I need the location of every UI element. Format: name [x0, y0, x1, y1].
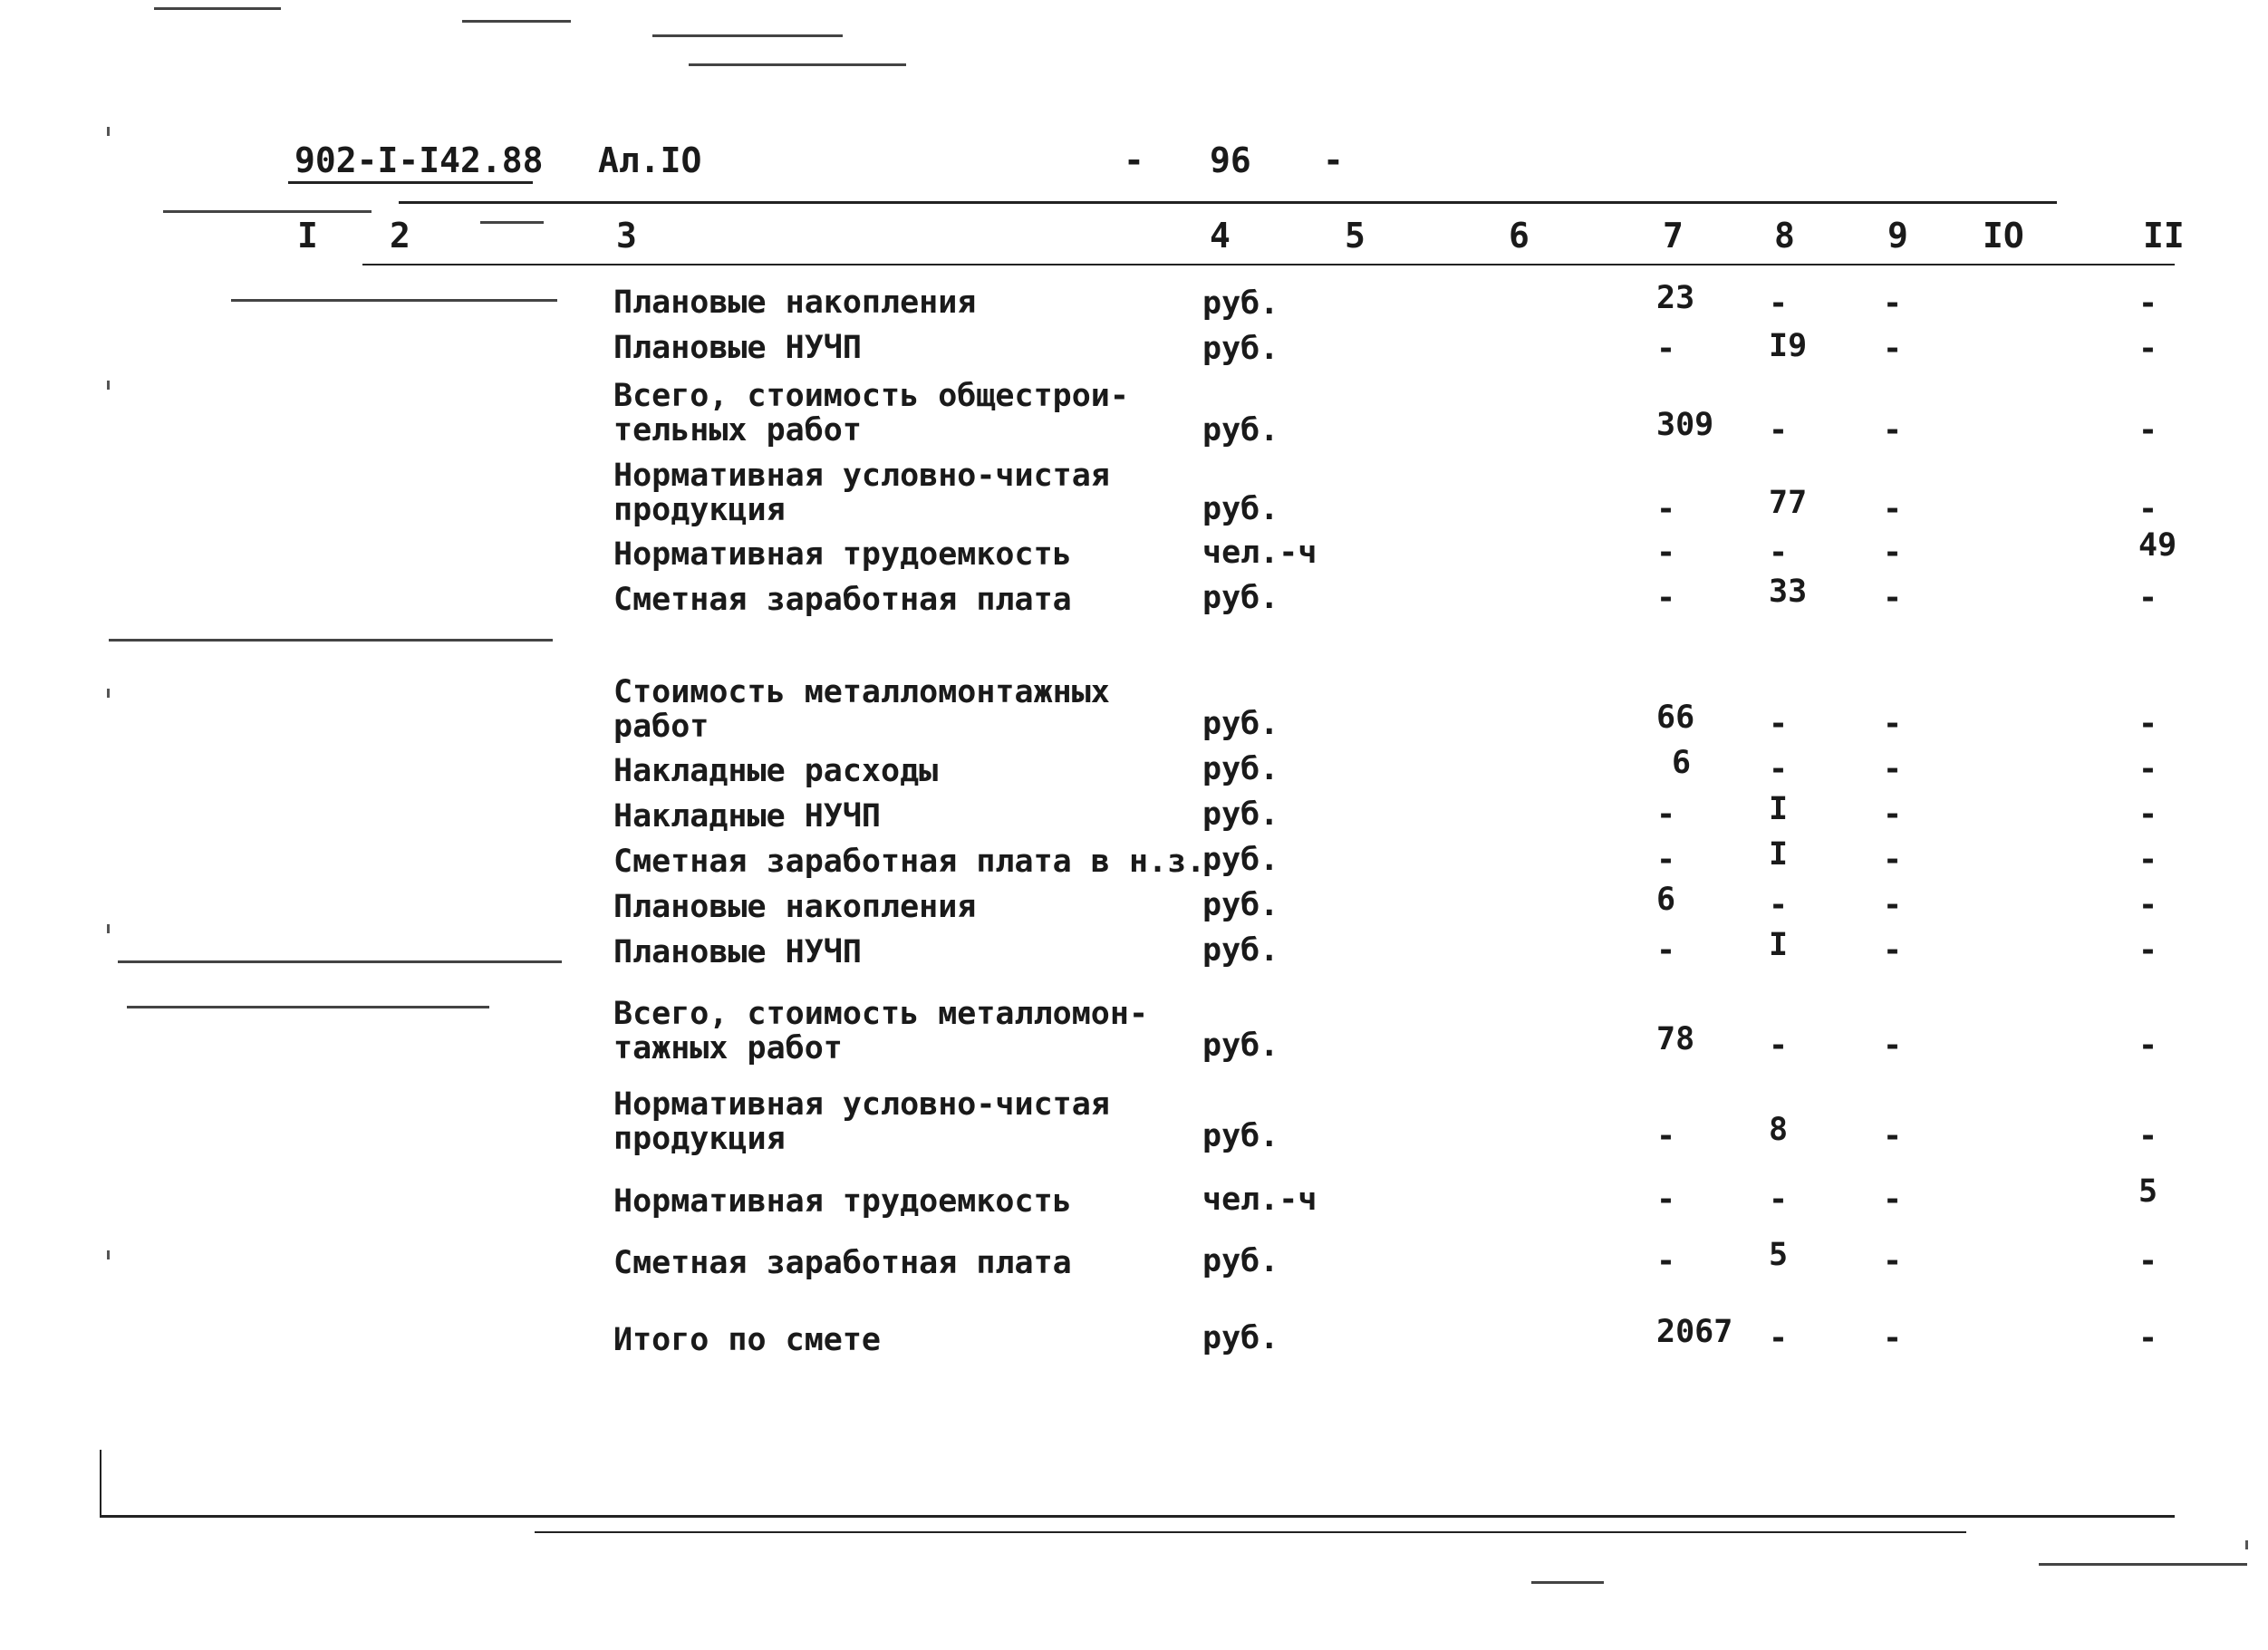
- row-description: Нормативная трудоемкость: [613, 536, 1072, 573]
- row-value-col8: -: [1769, 1028, 1789, 1064]
- row-unit: руб.: [1202, 1320, 1279, 1356]
- row-value-col8: I: [1769, 927, 1789, 963]
- row-value-col8: -: [1769, 751, 1789, 787]
- row-unit: руб.: [1202, 1118, 1279, 1154]
- row-value-col9: -: [1883, 796, 1903, 833]
- scan-artifact: [107, 924, 110, 933]
- scan-artifact: [107, 689, 110, 698]
- row-value-col8: -: [1769, 887, 1789, 923]
- row-value-col7: 66: [1656, 700, 1695, 736]
- page-bottom-rule-secondary: [535, 1531, 1966, 1533]
- scan-artifact: [1531, 1581, 1604, 1584]
- row-value-col8: I: [1769, 791, 1789, 827]
- column-number: IO: [1983, 216, 2024, 256]
- row-unit: руб.: [1202, 796, 1279, 833]
- document-code: 902-I-I42.88: [294, 140, 544, 180]
- row-description: Итого по смете: [613, 1322, 882, 1358]
- row-value-col9: -: [1883, 1182, 1903, 1218]
- scan-artifact: [163, 210, 372, 213]
- header-dash-right: -: [1323, 140, 1344, 180]
- row-unit: руб.: [1202, 580, 1279, 616]
- row-value-col7: 6: [1656, 882, 1676, 918]
- row-value-col9: -: [1883, 887, 1903, 923]
- column-number: 7: [1663, 216, 1684, 256]
- scan-artifact: [118, 960, 562, 963]
- column-number: 2: [390, 216, 410, 256]
- row-description: Плановые накопления: [613, 889, 977, 925]
- row-value-col9: -: [1883, 285, 1903, 322]
- row-value-col11: -: [2138, 932, 2158, 969]
- row-value-col7: -: [1656, 535, 1676, 571]
- scan-artifact: [689, 63, 906, 66]
- row-value-col11: 49: [2138, 527, 2177, 564]
- row-unit: руб.: [1202, 1028, 1279, 1064]
- row-value-col9: -: [1883, 706, 1903, 742]
- row-value-col8: -: [1769, 412, 1789, 449]
- scan-artifact: [231, 299, 557, 302]
- page-bottom-rule: [100, 1515, 2175, 1518]
- row-value-col7: 23: [1656, 280, 1695, 316]
- scan-artifact: [107, 127, 110, 136]
- row-description: Нормативная условно-чистая продукция: [613, 1086, 1110, 1157]
- row-value-col7: 309: [1656, 407, 1714, 443]
- page-number: 96: [1210, 140, 1251, 180]
- row-value-col11: -: [2138, 706, 2158, 742]
- column-number: 8: [1774, 216, 1795, 256]
- left-margin-rule: [100, 1450, 101, 1515]
- row-value-col7: -: [1656, 1182, 1676, 1218]
- row-value-col11: -: [2138, 491, 2158, 527]
- row-value-col9: -: [1883, 580, 1903, 616]
- row-value-col8: -: [1769, 1182, 1789, 1218]
- row-description: Всего, стоимость общестрои-тельных работ: [613, 378, 1129, 449]
- row-value-col9: -: [1883, 412, 1903, 449]
- scan-artifact: [462, 20, 571, 23]
- row-description: Нормативная трудоемкость: [613, 1183, 1072, 1220]
- row-description: Сметная заработная плата: [613, 1245, 1072, 1281]
- scan-artifact: [480, 221, 544, 224]
- row-description: Накладные НУЧП: [613, 798, 882, 835]
- column-number: 4: [1210, 216, 1231, 256]
- row-value-col7: 2067: [1656, 1314, 1733, 1350]
- scan-artifact: [2245, 1540, 2248, 1549]
- row-value-col9: -: [1883, 1028, 1903, 1064]
- row-value-col11: -: [2138, 1320, 2158, 1356]
- row-value-col7: -: [1656, 1118, 1676, 1154]
- scan-artifact: [2039, 1563, 2247, 1566]
- row-value-col11: -: [2138, 331, 2158, 367]
- row-unit: руб.: [1202, 331, 1279, 367]
- column-header-top-rule: [399, 201, 2057, 204]
- row-value-col7: -: [1656, 1243, 1676, 1279]
- row-value-col11: -: [2138, 1028, 2158, 1064]
- row-value-col7: 78: [1656, 1021, 1695, 1057]
- column-number: 5: [1345, 216, 1366, 256]
- row-value-col11: -: [2138, 842, 2158, 878]
- column-number: II: [2143, 216, 2185, 256]
- row-value-col8: -: [1769, 706, 1789, 742]
- row-description: Всего, стоимость металломон-тажных работ: [613, 996, 1149, 1066]
- row-value-col8: -: [1769, 1320, 1789, 1356]
- row-value-col11: -: [2138, 1118, 2158, 1154]
- column-number: 3: [616, 216, 637, 256]
- row-value-col9: -: [1883, 331, 1903, 367]
- row-value-col7: -: [1656, 331, 1676, 367]
- row-unit: руб.: [1202, 751, 1279, 787]
- row-value-col9: -: [1883, 932, 1903, 969]
- row-value-col9: -: [1883, 1118, 1903, 1154]
- row-value-col8: 77: [1769, 485, 1808, 521]
- row-unit: руб.: [1202, 887, 1279, 923]
- row-unit: руб.: [1202, 285, 1279, 322]
- row-value-col8: 5: [1769, 1237, 1789, 1273]
- row-value-col11: -: [2138, 796, 2158, 833]
- code-underline: [288, 181, 533, 184]
- row-value-col7: -: [1656, 796, 1676, 833]
- album-number: Ал.IO: [598, 140, 702, 180]
- row-value-col8: -: [1769, 535, 1789, 571]
- row-description: Плановые НУЧП: [613, 330, 862, 366]
- column-number: I: [297, 216, 318, 256]
- row-value-col7: -: [1656, 842, 1676, 878]
- row-value-col9: -: [1883, 842, 1903, 878]
- row-unit: чел.-ч: [1202, 1182, 1317, 1218]
- row-description: Сметная заработная плата в н.з.: [613, 844, 1206, 880]
- row-description: Накладные расходы: [613, 753, 939, 789]
- row-value-col11: -: [2138, 285, 2158, 322]
- row-unit: руб.: [1202, 491, 1279, 527]
- row-unit: руб.: [1202, 842, 1279, 878]
- row-value-col7: -: [1656, 491, 1676, 527]
- row-value-col7: -: [1656, 932, 1676, 969]
- row-value-col7: -: [1656, 580, 1676, 616]
- row-value-col11: -: [2138, 412, 2158, 449]
- column-number: 6: [1509, 216, 1530, 256]
- scan-artifact: [107, 1250, 110, 1259]
- scan-artifact: [652, 34, 843, 37]
- row-unit: руб.: [1202, 932, 1279, 969]
- scan-artifact: [109, 639, 553, 642]
- row-value-col9: -: [1883, 1320, 1903, 1356]
- row-value-col8: 33: [1769, 574, 1808, 610]
- row-value-col8: I: [1769, 836, 1789, 873]
- row-value-col8: I9: [1769, 328, 1808, 364]
- row-description: Стоимость металломонтажных работ: [613, 674, 1110, 745]
- row-value-col11: -: [2138, 1243, 2158, 1279]
- scan-artifact: [107, 381, 110, 390]
- row-description: Нормативная условно-чистая продукция: [613, 458, 1110, 528]
- row-description: Плановые НУЧП: [613, 934, 862, 970]
- row-value-col11: -: [2138, 751, 2158, 787]
- row-value-col9: -: [1883, 535, 1903, 571]
- row-unit: руб.: [1202, 706, 1279, 742]
- column-header-bottom-rule: [362, 264, 2175, 265]
- scan-artifact: [127, 1006, 489, 1008]
- header-dash-left: -: [1124, 140, 1144, 180]
- row-value-col9: -: [1883, 751, 1903, 787]
- row-value-col8: -: [1769, 285, 1789, 322]
- row-value-col8: 8: [1769, 1112, 1789, 1148]
- row-value-col9: -: [1883, 1243, 1903, 1279]
- row-value-col11: -: [2138, 887, 2158, 923]
- row-unit: чел.-ч: [1202, 535, 1317, 571]
- row-value-col11: -: [2138, 580, 2158, 616]
- row-description: Плановые накопления: [613, 285, 977, 321]
- row-unit: руб.: [1202, 1243, 1279, 1279]
- column-number: 9: [1887, 216, 1908, 256]
- row-value-col11: 5: [2138, 1173, 2158, 1210]
- row-description: Сметная заработная плата: [613, 582, 1072, 618]
- row-value-col9: -: [1883, 491, 1903, 527]
- scan-artifact: [154, 7, 281, 10]
- row-value-col7: 6: [1672, 745, 1692, 781]
- row-unit: руб.: [1202, 412, 1279, 449]
